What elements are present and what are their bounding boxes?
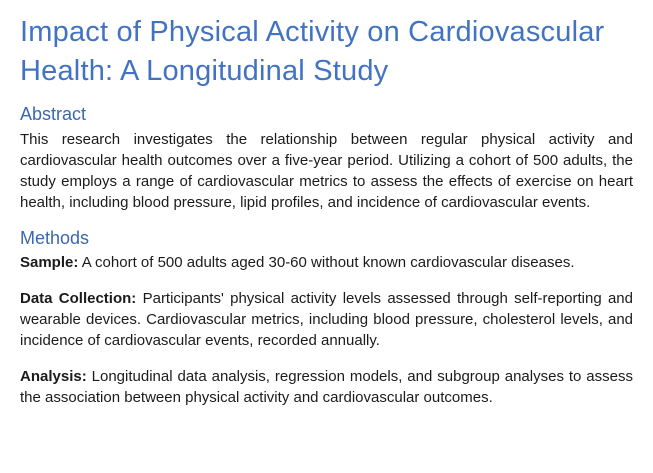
analysis-text: Longitudinal data analysis, regression models, and subgroup analyses to assess the association between physical activity and cardiovascular outcomes. [20, 368, 633, 407]
abstract-paragraph [20, 129, 633, 213]
data-collection-label: Data Collection: [20, 290, 137, 308]
abstract-text: This research investigates the relationship between regular physical activity and cardiovascular health outcomes over a five-year period. Utilizing a cohort of 500 adults, the study employs a range of cardiovascular metrics to assess the effects of exercise on heart health, including blood pressure, lipid profiles, and incidence of cardiovascular events. [20, 130, 633, 211]
section-heading-methods: Methods [20, 227, 90, 248]
page-title: Impact of Physical Activity on Cardiovascular Health: A Longitudinal Study [20, 16, 605, 87]
section-heading-abstract: Abstract [20, 104, 87, 125]
data-collection-text: Participants' physical activity levels assessed through self-reporting and wearable devices. Cardiovascular metrics, including blood pressure, cholesterol levels, and incidence of cardiovascular events, recorded annually. [20, 290, 633, 350]
methods-paragraph-sample [20, 252, 633, 273]
methods-paragraph-analysis [20, 366, 633, 408]
methods-paragraph-data-collection [20, 288, 633, 351]
sample-label: Sample: [20, 254, 79, 272]
analysis-label: Analysis: [20, 368, 87, 386]
sample-text: A cohort of 500 adults aged 30-60 without known cardiovascular diseases. [81, 254, 575, 272]
